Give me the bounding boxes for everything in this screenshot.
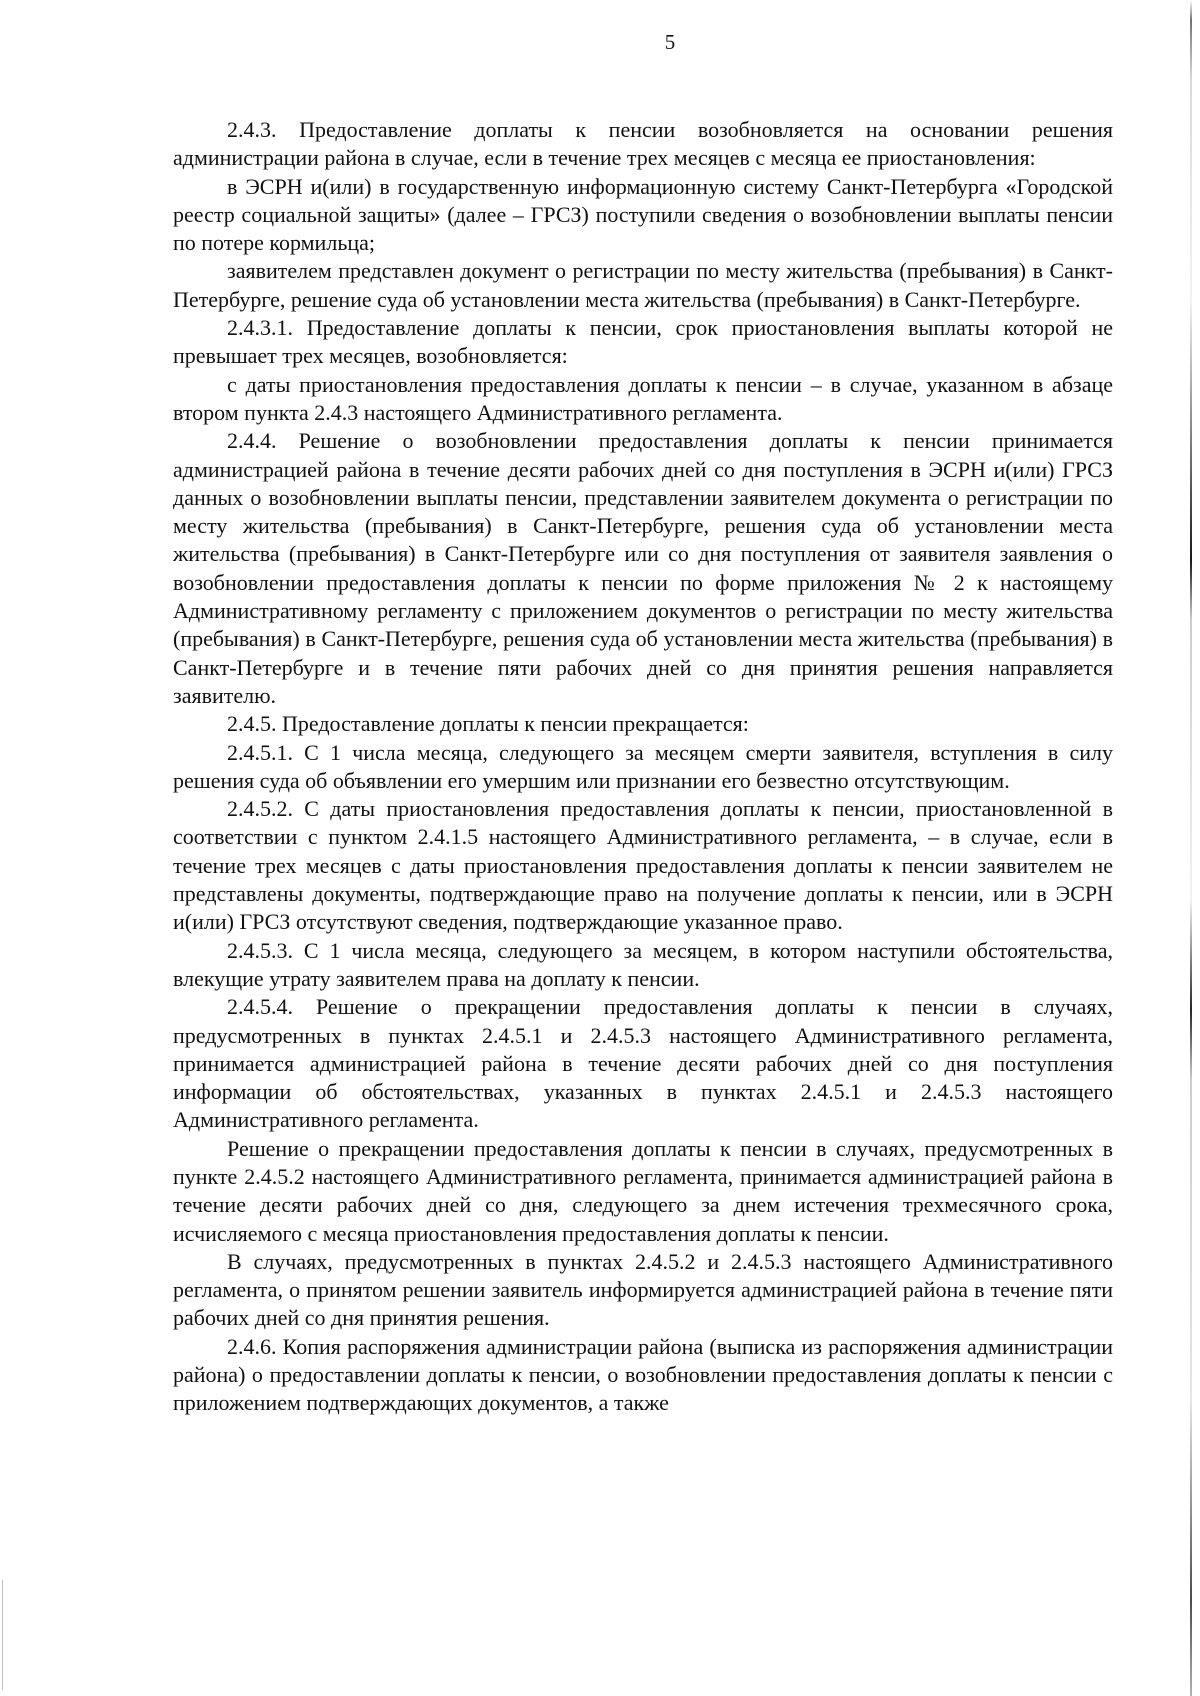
paragraph-2-4-5-2: 2.4.5.2. С даты приостановления предоставления доплаты к пенсии, приостановленной в соответствии с пунктом 2.4.1.5 настоящего Административного регламента, – в случае, если в течение трех месяцев с даты приостановления предоставления доплаты к пенсии заявителем не представлены документы, подтверждающие право на получение доплаты к пенсии, или в ЭСРН и(или) ГРСЗ отсутствуют сведения, подтверждающие указанное право. — [173, 796, 1113, 935]
scan-edge-left — [2, 1580, 3, 1690]
paragraph-2-4-3-item-2: заявителем представлен документ о регистрации по месту жительства (пребывания) в Санкт-Петербурге, решение суда об установлении места жительства (пребывания) в Санкт-Петербурге. — [173, 258, 1113, 312]
paragraph-2-4-3: 2.4.3. Предоставление доплаты к пенсии возобновляется на основании решения администрации района в случае, если в течение трех месяцев с месяца ее приостановления: — [173, 117, 1113, 171]
paragraph-2-4-5-4-decision: Решение о прекращении предоставления доплаты к пенсии в случаях, предусмотренных в пункте 2.4.5.2 настоящего Административного регламента, принимается администрацией района в течение десяти рабочих дней со дня, следующего за днем истечения трехмесячного срока, исчисляемого с месяца приостановления предоставления доплаты к пенсии. — [173, 1135, 1113, 1246]
page-number: 5 — [664, 30, 676, 54]
paragraph-2-4-5-4: 2.4.5.4. Решение о прекращении предоставления доплаты к пенсии в случаях, предусмотренных в пунктах 2.4.5.1 и 2.4.5.3 настоящего Административного регламента, принимается администрацией района в течение десяти рабочих дней со дня поступления информации об обстоятельствах, указанных в пунктах 2.4.5.1 и 2.4.5.3 настоящего Административного регламента. — [173, 994, 1113, 1133]
paragraph-2-4-4: 2.4.4. Решение о возобновлении предоставления доплаты к пенсии принимается администрацией района в течение десяти рабочих дней со дня поступления в ЭСРН и(или) ГРСЗ данных о возобновлении выплаты пенсии, представлении заявителем документа о регистрации по месту жительства (пребывания) в Санкт-Петербурге, решения суда об установлении места жительства (пребывания) в Санкт-Петербурге или со дня поступления от заявителя заявления о возобновлении предоставления доплаты к пенсии по форме приложения № 2 к настоящему Административному регламенту с приложением документов о регистрации по месту жительства (пребывания) в Санкт-Петербурге, решения суда об установлении места жительства (пребывания) в Санкт-Петербурге и в течение пяти рабочих дней со дня принятия решения направляется заявителю. — [173, 428, 1113, 708]
paragraph-2-4-3-item-1: в ЭСРН и(или) в государственную информационную систему Санкт-Петербурга «Городской реестр социальной защиты» (далее – ГРСЗ) поступили сведения о возобновлении выплаты пенсии по потере кормильца; — [173, 173, 1113, 256]
paragraph-2-4-5-4-notice: В случаях, предусмотренных в пунктах 2.4.5.2 и 2.4.5.3 настоящего Административного регламента, о принятом решении заявитель информируется администрацией района в течение пяти рабочих дней со дня принятия решения. — [173, 1248, 1113, 1331]
scan-edge-right — [1190, 0, 1192, 1696]
paragraph-2-4-5-1: 2.4.5.1. С 1 числа месяца, следующего за месяцем смерти заявителя, вступления в силу решения суда об объявлении его умершим или признании его безвестно отсутствующим. — [173, 739, 1113, 793]
paragraph-2-4-6: 2.4.6. Копия распоряжения администрации района (выписка из распоряжения администрации района) о предоставлении доплаты к пенсии, о возобновлении предоставления доплаты к пенсии с приложением подтверждающих документов, а также — [173, 1333, 1113, 1416]
document-body — [173, 116, 1113, 1418]
paragraph-2-4-5: 2.4.5. Предоставление доплаты к пенсии прекращается: — [227, 711, 749, 737]
paragraph-2-4-5-3: 2.4.5.3. С 1 числа месяца, следующего за месяцем, в котором наступили обстоятельства, влекущие утрату заявителем права на доплату к пенсии. — [173, 937, 1113, 991]
paragraph-2-4-3-1: 2.4.3.1. Предоставление доплаты к пенсии, срок приостановления выплаты которой не превышает трех месяцев, возобновляется: — [173, 315, 1113, 369]
paragraph-2-4-3-1-item: с даты приостановления предоставления доплаты к пенсии – в случае, указанном в абзаце втором пункта 2.4.3 настоящего Административного регламента. — [173, 371, 1113, 425]
